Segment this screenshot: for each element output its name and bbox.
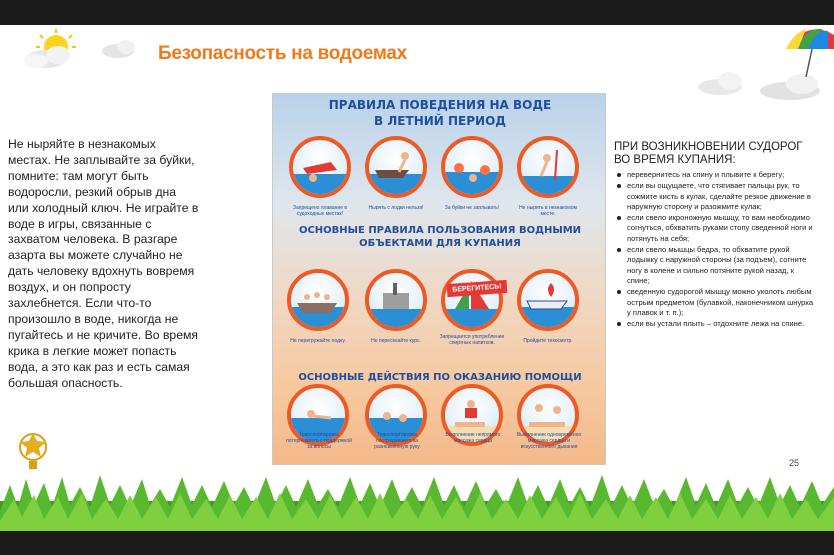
poster-heading-2: В ЛЕТНИЙ ПЕРИОД [374,114,506,128]
bullet-icon [617,290,621,294]
cramp-list [614,170,814,329]
bottom-letterbox [0,531,834,555]
bullet-icon [617,248,621,252]
page-title: Безопасность на водоемах [158,43,407,64]
bullet-icon [617,173,621,177]
poster-caption-1-1: Запрещено плавание в судоходных местах! [292,205,347,217]
list-item [614,287,814,318]
poster-caption-1-2: Нырять с лодки нельзя! [368,205,424,211]
umbrella-icon [782,25,834,85]
bullet-icon [617,216,621,220]
grass-decoration [0,471,834,531]
list-item-text: если свело мышцы бедра, то обхватите рукой лодыжку с наружной стороны (за подъем), согните ногу в колене и сильно потяните рукой назад, к спине; [627,245,807,285]
poster-circle-buoys [441,136,503,198]
cramp-heading: ПРИ ВОЗНИКНОВЕНИИ СУДОРОГ ВО ВРЕМЯ КУПАНИЯ: [614,141,803,166]
list-item [614,319,814,329]
list-item-text: если вы ощущаете, что стягивает пальцы рук, то сожмите кисть в кулак, сделайте резкое движение в наружную сторону и разожмите кулак; [627,181,811,211]
poster-caption-2-3: Запрещается употребление спиртных напитков. [439,334,505,346]
bullet-icon [617,184,621,188]
poster-circle-swimming-shipping [289,136,351,198]
poster-heading-4: ОБЪЕКТАМИ ДЛЯ КУПАНИЯ [359,238,521,249]
poster-heading-3: ОСНОВНЫЕ ПРАВИЛА ПОЛЬЗОВАНИЯ ВОДНЫМИ [298,225,582,236]
top-letterbox [0,0,834,25]
poster-caption-1-3: За буйки не заплывать! [444,205,500,211]
poster-warning-banner: БЕРЕГИТЕСЬ! [447,280,508,297]
list-item [614,213,814,244]
poster-caption-3-1: Транспортировка потерпевшего с поддержкой за волосы [286,432,352,450]
list-item-text: сведенную судорогой мышцу можно уколоть любым острым предметом (булавкой, наконечником шнурка у плавок и т. п.); [627,287,814,317]
poster-caption-1-4: Не нырять в незнакомом месте. [519,205,577,217]
poster-caption-3-3: Выполнение непрямого массажа сердца [445,432,501,444]
emergency-emblem-icon [16,427,50,471]
list-item [614,170,814,180]
poster-circle-boat-diving [365,136,427,198]
poster-circle-overloaded-boat [287,269,349,331]
list-item [614,181,814,212]
list-item-text: перевернитесь на спину и плывите к берегу; [627,170,785,179]
list-item-text: если свело икроножную мышцу, то вам необходимо согнуться, обхватить руками стопу сведенной ноги и потянуть на себя; [627,213,813,243]
poster-circle-ship-course [365,269,427,331]
list-item [614,245,814,286]
poster-heading-5: ОСНОВНЫЕ ДЕЙСТВИЯ ПО ОКАЗАНИЮ ПОМОЩИ [298,372,582,383]
sun-cloud-icon [18,29,148,77]
poster-heading-1: ПРАВИЛА ПОВЕДЕНИЯ НА ВОДЕ [328,98,552,112]
bullet-icon [617,322,621,326]
poster-caption-2-2: Не пересекайте курс. [371,338,421,344]
poster-caption-2-4: Пройдите техосмотр. [523,338,573,344]
poster-caption-3-4: Выполнение одновременно массажа сердца и искусственного дыхания [516,432,582,450]
poster-circle-motorboat [517,269,579,331]
poster-circle-unknown-place [517,136,579,198]
list-item-text: если вы устали плыть – отдохните лежа на спине. [627,319,805,329]
water-safety-poster [272,93,606,465]
document-page [0,25,834,531]
poster-caption-2-1: Не перегружайте лодку. [290,338,346,344]
poster-caption-3-2: Транспортировка пострадавшего за разноименную руку [374,432,420,450]
cramp-instructions [614,141,814,330]
page-number: 25 [789,458,800,468]
poster-circle-sailboat [441,269,503,331]
safety-paragraph: Не ныряйте в незнакомых местах. Не заплывайте за буйки, помните: там могут быть водоросли, резкий обрыв дна или холодный ключ. Не играйте в воде в игры, связанные с захватом человека. В разгаре азарта вы можете случайно не дать человеку вдохнуть вовремя воздух, и он попросту захлебнется. Если что-то произошло в воде, никогда не пугайтесь и не кричите. Во время крика в легкие может попасть вода, а это как раз и есть самая большая опасность. [8,137,199,390]
